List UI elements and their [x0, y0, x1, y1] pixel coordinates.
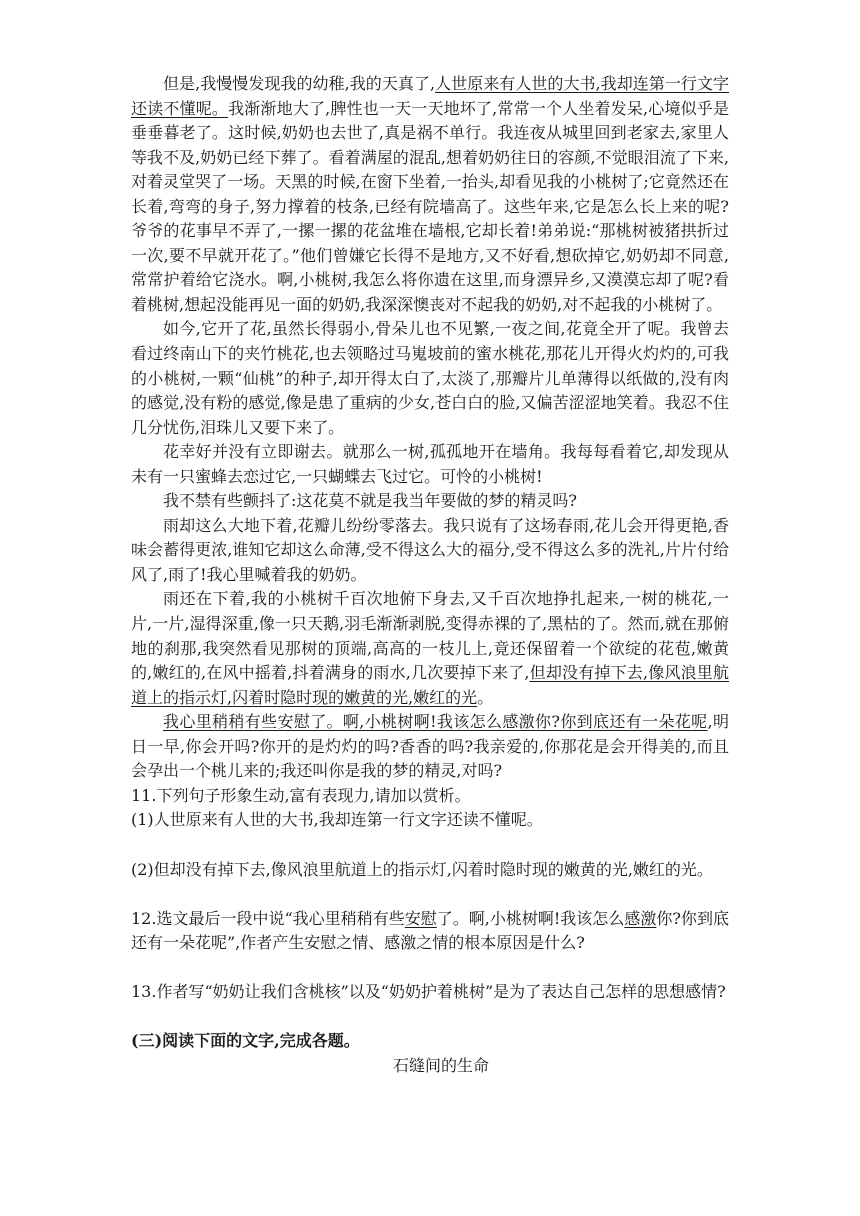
underlined-sentence-3-end: 呢	[691, 712, 708, 732]
underlined-sentence-2: 但却没有掉下去,像风浪里航道上的指示灯,闪着时隐时现的嫩黄的光,嫩红的光	[131, 663, 729, 707]
paragraph-4: 我不禁有些颤抖了:这花莫不就是我当年要做的梦的精灵吗?	[163, 491, 577, 511]
paragraph-5: 雨却这么大地下着,花瓣儿纷纷零落去。我只说有了这场春雨,花儿会开得更艳,香味会蓄得更浓,谁知它却这么命薄,受不得这么大的福分,受不得这么多的洗礼,片片付给风了,雨了!我心里喊着我的奶奶。	[131, 515, 729, 584]
paragraph-1-text-c: 我渐渐地大了,脾性也一天一天地坏了,常常一个人坐着发呆,心境似乎是垂垂暮老了。这时候,奶奶也去世了,真是祸不单行。我连夜从城里回到老家去,家里人等我不及,奶奶已经下葬了。看着满屋的混乱,想着奶奶往日的容颜,不觉眼泪流了下来,对着灵堂哭了一场。天黑的时候,在窗下坐着,一抬头,却看见我的小桃树了;它竟然还在长着,弯弯的身子,努力撑着的枝条,已经有院墙高了。这些年来,它是怎么长上来的呢?爷爷的花事早不弄了,一摞一摞的花盆堆在墙根,它却长着!弟弟说:“那桃树被猪拱折过一次,要不早就开花了。”他们曾嫌它长得不是地方,又不好看,想砍掉它,奶奶却不同意,常常护着给它浇水。啊,小桃树,我怎么将你遗在这里,而身漂异乡,又漠漠忘却了呢?看着桃树,想起没能再见一面的奶奶,我深深懊丧对不起我的奶奶,对不起我的小桃树了。	[131, 98, 729, 314]
paragraph-7-text-c: ,明日一早,你会开吗?你开的是灼灼的吗?香香的吗?我亲爱的,你那花是会开得美的,而且会孕出一个桃儿来的;我还叫你是我的梦的精灵,对吗?	[131, 712, 729, 781]
answer-space	[131, 956, 729, 981]
question-12-keyword-2: 感激	[624, 908, 657, 928]
answer-space	[131, 833, 729, 858]
document-content	[131, 72, 729, 1078]
answer-space	[131, 1005, 729, 1030]
question-12	[131, 907, 729, 956]
paragraph-6	[131, 587, 729, 710]
paragraph-1-text-a: 但是,我慢慢发现我的幼稚,我的天真了,	[163, 74, 436, 93]
paragraph-2: 如今,它开了花,虽然长得弱小,骨朵儿也不见繁,一夜之间,花竟全开了呢。我曾去看过终南山下的夹竹桃花,也去领略过马嵬坡前的蜜水桃花,那花儿开得火灼灼的,可我的小桃树,一颗“仙桃”的种子,却开得太白了,太淡了,那瓣片儿单薄得以纸做的,没有肉的感觉,没有粉的感觉,像是患了重病的少女,苍白白的脸,又偏苦涩涩地笑着。我忍不住几分忧伤,泪珠儿又要下来了。	[131, 319, 729, 437]
paragraph-3: 花幸好并没有立即谢去。就那么一树,孤孤地开在墙角。我每每看着它,却发现从未有一只蜜蜂去恋过它,一只蝴蝶去飞过它。可怜的小桃树!	[131, 442, 729, 486]
question-12-text-e: 你?你到底还有一朵花呢”,作者产生安慰之情、感激之情的根本原因是什么?	[131, 908, 729, 953]
question-12-text-c: 了。啊,小桃树啊!我该怎么	[436, 908, 625, 928]
question-11-item-1: (1)人世原来有人世的大书,我却连第一行文字还读不懂呢。	[131, 810, 543, 830]
underlined-sentence-3: 我心里稍稍有些安慰了。啊,小桃树啊!我该怎么感激你?你到底还有一朵花	[163, 712, 692, 732]
question-13: 13.作者写“奶奶让我们含桃核”以及“奶奶护着桃树”是为了表达自己怎样的思想感情?	[131, 982, 726, 1002]
section-3-title: 石缝间的生命	[392, 1055, 489, 1075]
answer-space	[131, 882, 729, 907]
question-11: 11.下列句子形象生动,富有表现力,请加以赏析。	[131, 785, 471, 805]
paragraph-6-text-c: 。	[477, 687, 494, 707]
paragraph-6-text-a: 雨还在下着,我的小桃树千百次地俯下身去,又千百次地挣扎起来,一树的桃花,一片,一片,湿得深重,像一只天鹅,羽毛渐渐剥脱,变得赤裸的了,黑枯的了。然而,就在那俯地的刹那,我突然看见那树的顶端,高高的一枝儿上,竟还保留着一个欲绽的花苞,嫩黄的,嫩红的,在风中摇着,抖着满身的雨水,几次要掉下来了,	[131, 589, 729, 683]
question-12-keyword-1: 安慰	[404, 908, 437, 928]
paragraph-7	[131, 710, 729, 784]
section-3-heading: (三)阅读下面的文字,完成各题。	[131, 1031, 360, 1051]
question-12-text-a: 12.选文最后一段中说“我心里稍稍有些	[131, 908, 405, 928]
paragraph-1	[131, 72, 729, 317]
question-11-item-2: (2)但却没有掉下去,像风浪里航道上的指示灯,闪着时隐时现的嫩黄的光,嫩红的光。	[131, 859, 713, 879]
underlined-sentence-1: 人世原来有人世的大书,我却连第一行文字还读不懂呢。	[131, 74, 729, 118]
